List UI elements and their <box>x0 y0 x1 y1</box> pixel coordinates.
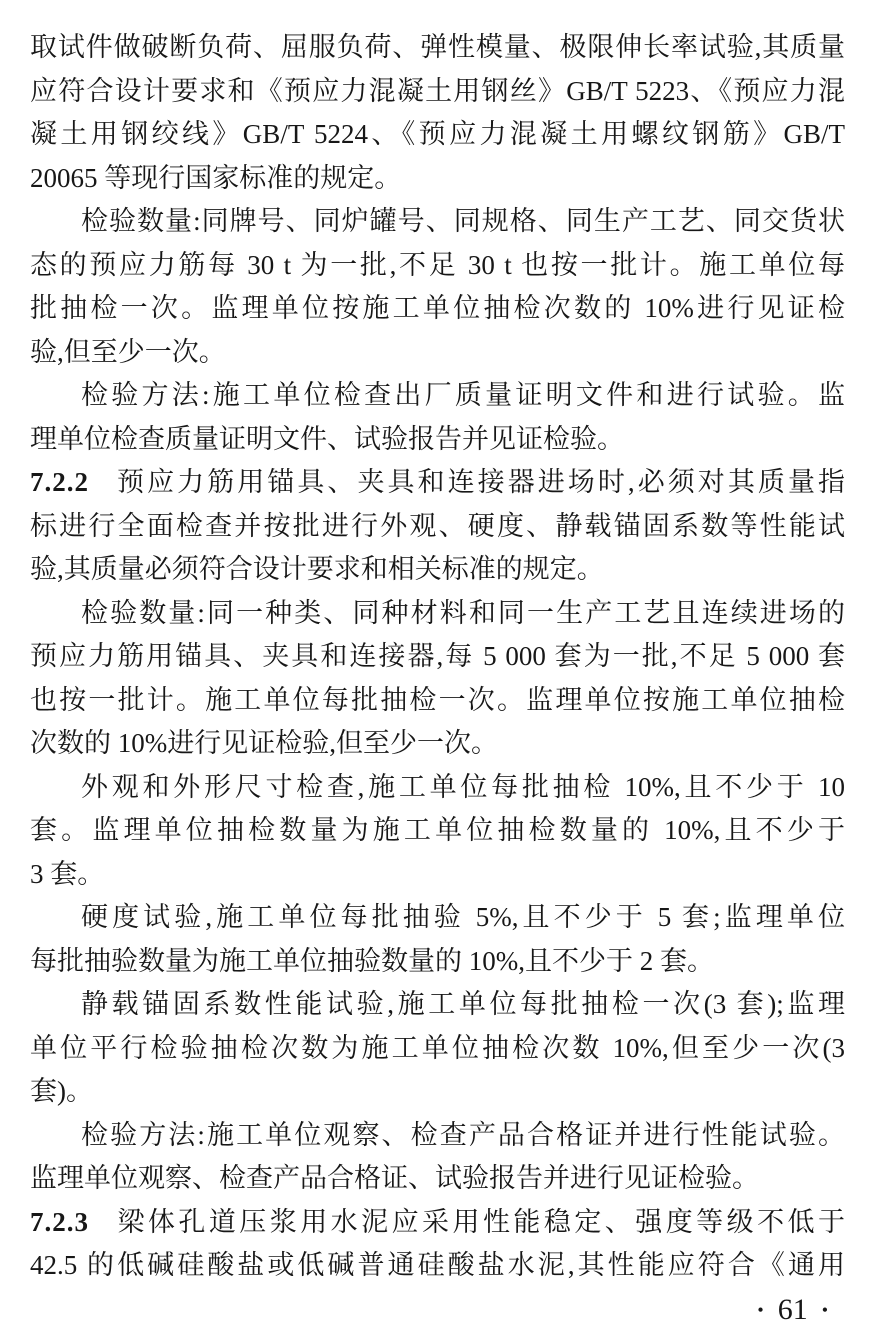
text-line: 次数的 10%进行见证检验,但至少一次。 <box>30 728 498 758</box>
section-heading-7-2-3 <box>30 1201 845 1245</box>
text-line: 套)。 <box>30 1076 93 1106</box>
section-text: 预应力筋用锚具、夹具和连接器进场时,必须对其质量指 <box>114 467 845 497</box>
text-line: 套。监理单位抽检数量为施工单位抽检数量的 10%,且不少于 <box>30 815 845 845</box>
text-line: 42.5 的低碱硅酸盐或低碱普通硅酸盐水泥,其性能应符合《通用 <box>30 1250 845 1280</box>
section-heading-7-2-2 <box>30 461 845 505</box>
section-text: 梁体孔道压浆用水泥应采用性能稳定、强度等级不低于 <box>114 1206 845 1237</box>
text-line: 单位平行检验抽检次数为施工单位抽检次数 10%,但至少一次(3 <box>30 1032 845 1063</box>
text-line: 批抽检一次。监理单位按施工单位抽检次数的 10%进行见证检 <box>30 293 845 323</box>
text-line: 硬度试验,施工单位每批抽验 5%,且不少于 5 套;监理单位 <box>81 902 845 932</box>
text-line: 凝土用钢绞线》GB/T 5224、《预应力混凝土用螺纹钢筋》GB/T <box>30 119 845 149</box>
text-line: 预应力筋用锚具、夹具和连接器,每 5 000 套为一批,不足 5 000 套 <box>30 641 845 671</box>
text-line: 每批抽验数量为施工单位抽验数量的 10%,且不少于 2 套。 <box>30 945 714 976</box>
section-number: 7.2.2 <box>30 467 89 497</box>
text-line: 验,其质量必须符合设计要求和相关标准的规定。 <box>30 554 604 584</box>
text-line: 取试件做破断负荷、屈服负荷、弹性模量、极限伸长率试验,其质量 <box>30 32 845 62</box>
footer-page-number: 61 <box>777 1293 808 1326</box>
footer-dot-left: • <box>757 1300 764 1320</box>
text-line: 验,但至少一次。 <box>30 336 226 367</box>
text-line: 理单位检查质量证明文件、试验报告并见证检验。 <box>30 423 624 454</box>
text-line: 检验数量:同一种类、同种材料和同一生产工艺且连续进场的 <box>81 597 845 628</box>
text-line: 标进行全面检查并按批进行外观、硬度、静载锚固系数等性能试 <box>30 510 845 541</box>
text-line: 检验方法:施工单位检查出厂质量证明文件和进行试验。监 <box>81 380 845 410</box>
text-line: 检验数量:同牌号、同炉罐号、同规格、同生产工艺、同交货状 <box>81 206 845 236</box>
text-line: 外观和外形尺寸检查,施工单位每批抽检 10%,且不少于 10 <box>81 771 845 802</box>
text-line: 态的预应力筋每 30 t 为一批,不足 30 t 也按一批计。施工单位每 <box>30 249 845 280</box>
text-line: 应符合设计要求和《预应力混凝土用钢丝》GB/T 5223、《预应力混 <box>30 75 845 106</box>
text-line: 也按一批计。施工单位每批抽检一次。监理单位按施工单位抽检 <box>30 684 845 715</box>
section-number: 7.2.3 <box>30 1206 89 1237</box>
text-line: 监理单位观察、检查产品合格证、试验报告并进行见证检验。 <box>30 1163 759 1193</box>
page-body <box>30 26 845 1288</box>
text-line: 20065 等现行国家标准的规定。 <box>30 162 402 193</box>
page-footer <box>757 1290 828 1330</box>
footer-dot-right: • <box>821 1300 828 1320</box>
text-line: 静载锚固系数性能试验,施工单位每批抽检一次(3 套);监理 <box>81 989 845 1019</box>
text-line: 检验方法:施工单位观察、检查产品合格证并进行性能试验。 <box>81 1119 845 1150</box>
text-line: 3 套。 <box>30 858 105 889</box>
